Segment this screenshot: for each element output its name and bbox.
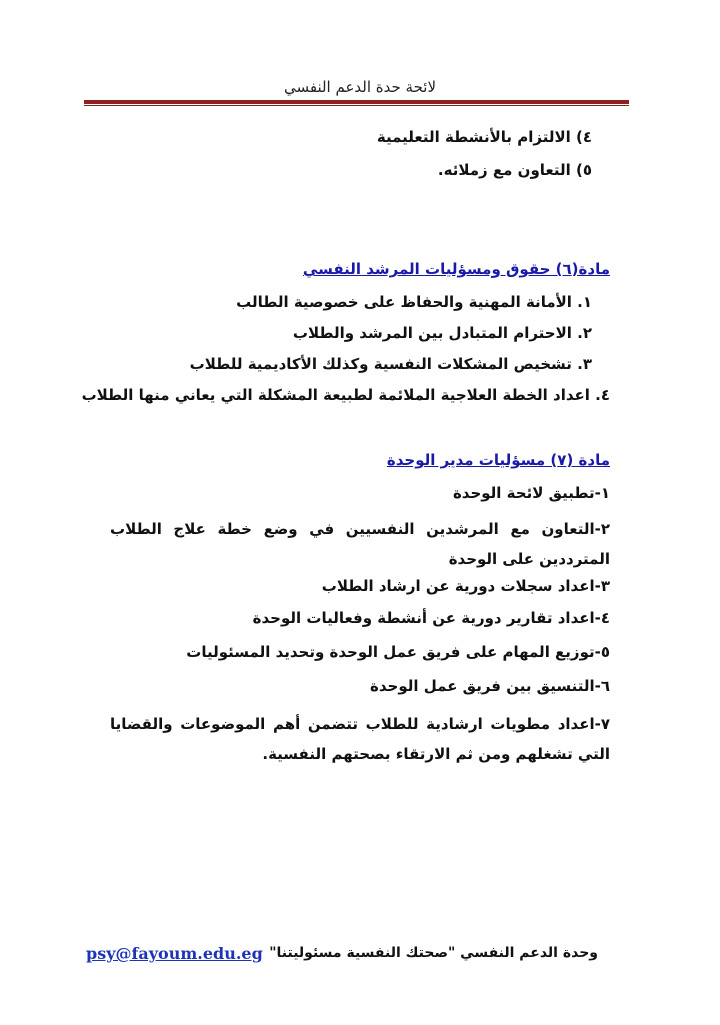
article6-heading: مادة(٦) حقوق ومسؤليات المرشد النفسي	[302, 260, 610, 278]
intro-item: ٤) الالتزام بالأنشطة التعليمية	[376, 128, 592, 146]
header-rule	[84, 100, 629, 104]
article7-heading: مادة (٧) مسؤليات مدير الوحدة	[386, 451, 610, 469]
article7-item: ٦-التنسيق بين فريق عمل الوحدة	[370, 677, 610, 695]
footer-email-link[interactable]: psy@fayoum.edu.eg	[86, 944, 263, 963]
article7-item: ٣-اعداد سجلات دورية عن ارشاد الطلاب	[321, 577, 610, 595]
article7-item: ٥-توزيع المهام على فريق عمل الوحدة وتحديد المسئوليات	[186, 643, 610, 661]
header-rule-thin	[84, 105, 629, 106]
article7-item: ١-تطبيق لائحة الوحدة	[452, 484, 610, 502]
footer-slogan: وحدة الدعم النفسي "صحتك النفسية مسئوليتنا"	[269, 945, 598, 961]
article6-item: ٤. اعداد الخطة العلاجية الملائمة لطبيعة المشكلة التي يعاني منها الطلاب	[81, 386, 610, 404]
page-header-title: لائحة حدة الدعم النفسي	[283, 78, 437, 96]
article7-item: ٤-اعداد تقارير دورية عن أنشطة وفعاليات الوحدة	[252, 609, 610, 627]
intro-item: ٥) التعاون مع زملائه.	[437, 161, 592, 179]
article6-item: ١. الأمانة المهنية والحفاظ على خصوصية الطالب	[236, 293, 592, 311]
article7-item: ٧-اعداد مطويات ارشادية للطلاب تتضمن أهم الموضوعات والقضايا التي تشغلهم ومن ثم الارتقاء بصحتهم النفسية.	[110, 715, 610, 763]
article7-item: ٢-التعاون مع المرشدين النفسيين في وضع خطة علاج الطلاب المترددين على الوحدة	[110, 520, 610, 568]
article6-item: ٢. الاحترام المتبادل بين المرشد والطلاب	[292, 324, 592, 342]
article6-item: ٣. تشخيص المشكلات النفسية وكذلك الأكاديمية للطلاب	[189, 355, 592, 373]
